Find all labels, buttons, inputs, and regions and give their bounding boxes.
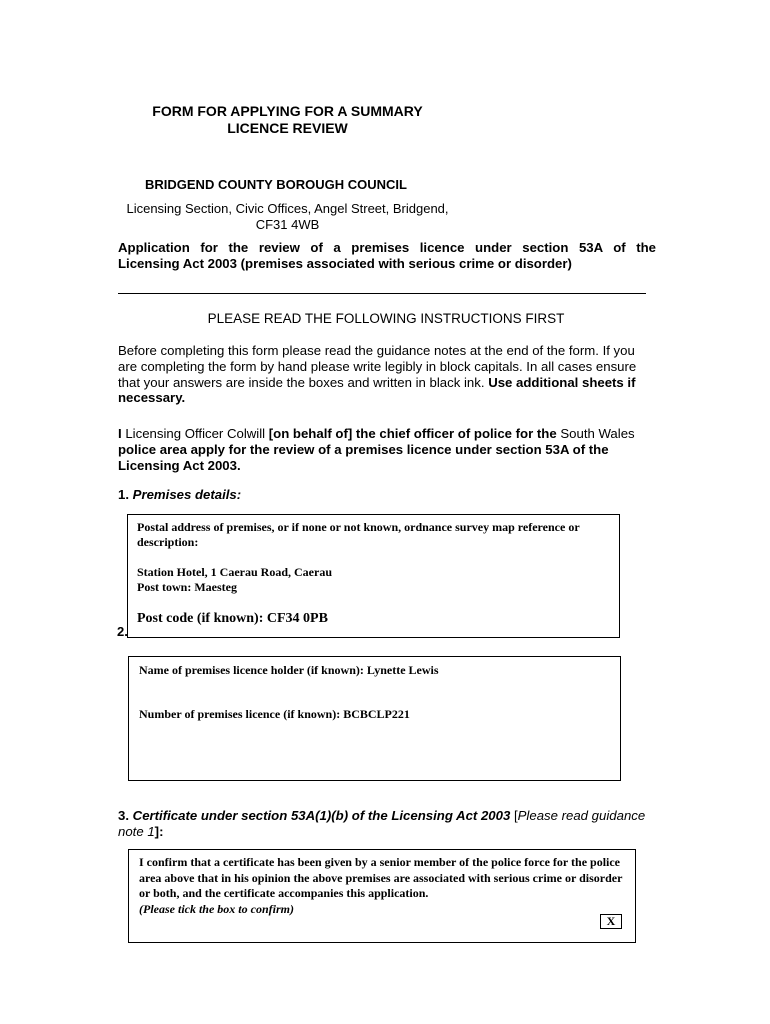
declaration-on-behalf: [on behalf of] the chief officer of police for the xyxy=(268,426,557,441)
form-title-line2: LICENCE REVIEW xyxy=(227,120,348,136)
licence-holder-name: Name of premises licence holder (if known): Lynette Lewis xyxy=(139,663,439,677)
declaration-officer: Licensing Officer Colwill xyxy=(121,426,269,441)
section3-note-open: [ xyxy=(510,808,518,823)
premises-address-value: Station Hotel, 1 Caerau Road, Caerau xyxy=(137,565,332,579)
form-title xyxy=(0,103,575,137)
declaration-i: I xyxy=(118,426,122,441)
address-line1: Licensing Section, Civic Offices, Angel Street, Bridgend, xyxy=(126,201,449,216)
application-title-line2: Licensing Act 2003 (premises associated with serious crime or disorder) xyxy=(118,256,572,271)
section3-note-close: ]: xyxy=(154,824,164,839)
section1-number: 1. xyxy=(118,487,133,502)
section2-number: 2. xyxy=(117,624,128,639)
instructions-body xyxy=(118,343,656,406)
form-title-line1: FORM FOR APPLYING FOR A SUMMARY xyxy=(152,103,423,119)
section3-label: Certificate under section 53A(1)(b) of the Licensing Act 2003 xyxy=(132,808,511,823)
premises-post-code: Post code (if known): CF34 0PB xyxy=(137,611,328,626)
licence-number: Number of premises licence (if known): BCBCLP221 xyxy=(139,707,410,721)
section1-label: Premises details: xyxy=(132,487,242,502)
premises-post-town: Post town: Maesteg xyxy=(137,580,237,594)
applicant-declaration xyxy=(118,426,656,473)
section1-heading xyxy=(118,487,241,502)
instructions-text: Before completing this form please read the guidance notes at the end of the form. If you are completing the form by hand please write legibly in block capitals. In all cases ensure that your answers are inside the boxes and written in black ink. xyxy=(118,343,637,390)
application-title-line1: Application for the review of a premises licence under section 53A of the xyxy=(118,240,656,255)
section3-heading xyxy=(118,808,658,840)
section3-number: 3. xyxy=(118,808,133,823)
certificate-statement: I confirm that a certificate has been given by a senior member of the police force for the police area above that in his opinion the above premises are associated with serious crime or disorder or both, and the certificate accompanies this application. xyxy=(139,855,623,900)
certificate-box xyxy=(128,849,636,943)
section3-note: Please read guidance note 1 xyxy=(118,808,646,839)
instructions-bold-text: Use additional sheets if necessary. xyxy=(118,374,636,406)
certificate-text xyxy=(139,855,634,917)
premises-address-label: Postal address of premises, or if none or not known, ordnance survey map reference or description: xyxy=(137,520,580,549)
confirm-checkbox[interactable]: X xyxy=(600,914,622,929)
licence-holder-box[interactable] xyxy=(128,656,621,781)
address-line2: CF31 4WB xyxy=(255,217,320,232)
council-name: BRIDGEND COUNTY BOROUGH COUNCIL xyxy=(145,177,407,192)
declaration-area: South Wales xyxy=(556,426,635,441)
council-address xyxy=(110,201,465,233)
tick-instruction: (Please tick the box to confirm) xyxy=(139,901,294,916)
divider-line xyxy=(118,293,646,294)
instructions-heading: PLEASE READ THE FOLLOWING INSTRUCTIONS FIRST xyxy=(207,311,565,326)
declaration-rest: police area apply for the review of a premises licence under section 53A of the Licensing Act 2003. xyxy=(118,441,609,473)
premises-details-box[interactable] xyxy=(127,514,620,638)
application-title xyxy=(118,240,656,272)
